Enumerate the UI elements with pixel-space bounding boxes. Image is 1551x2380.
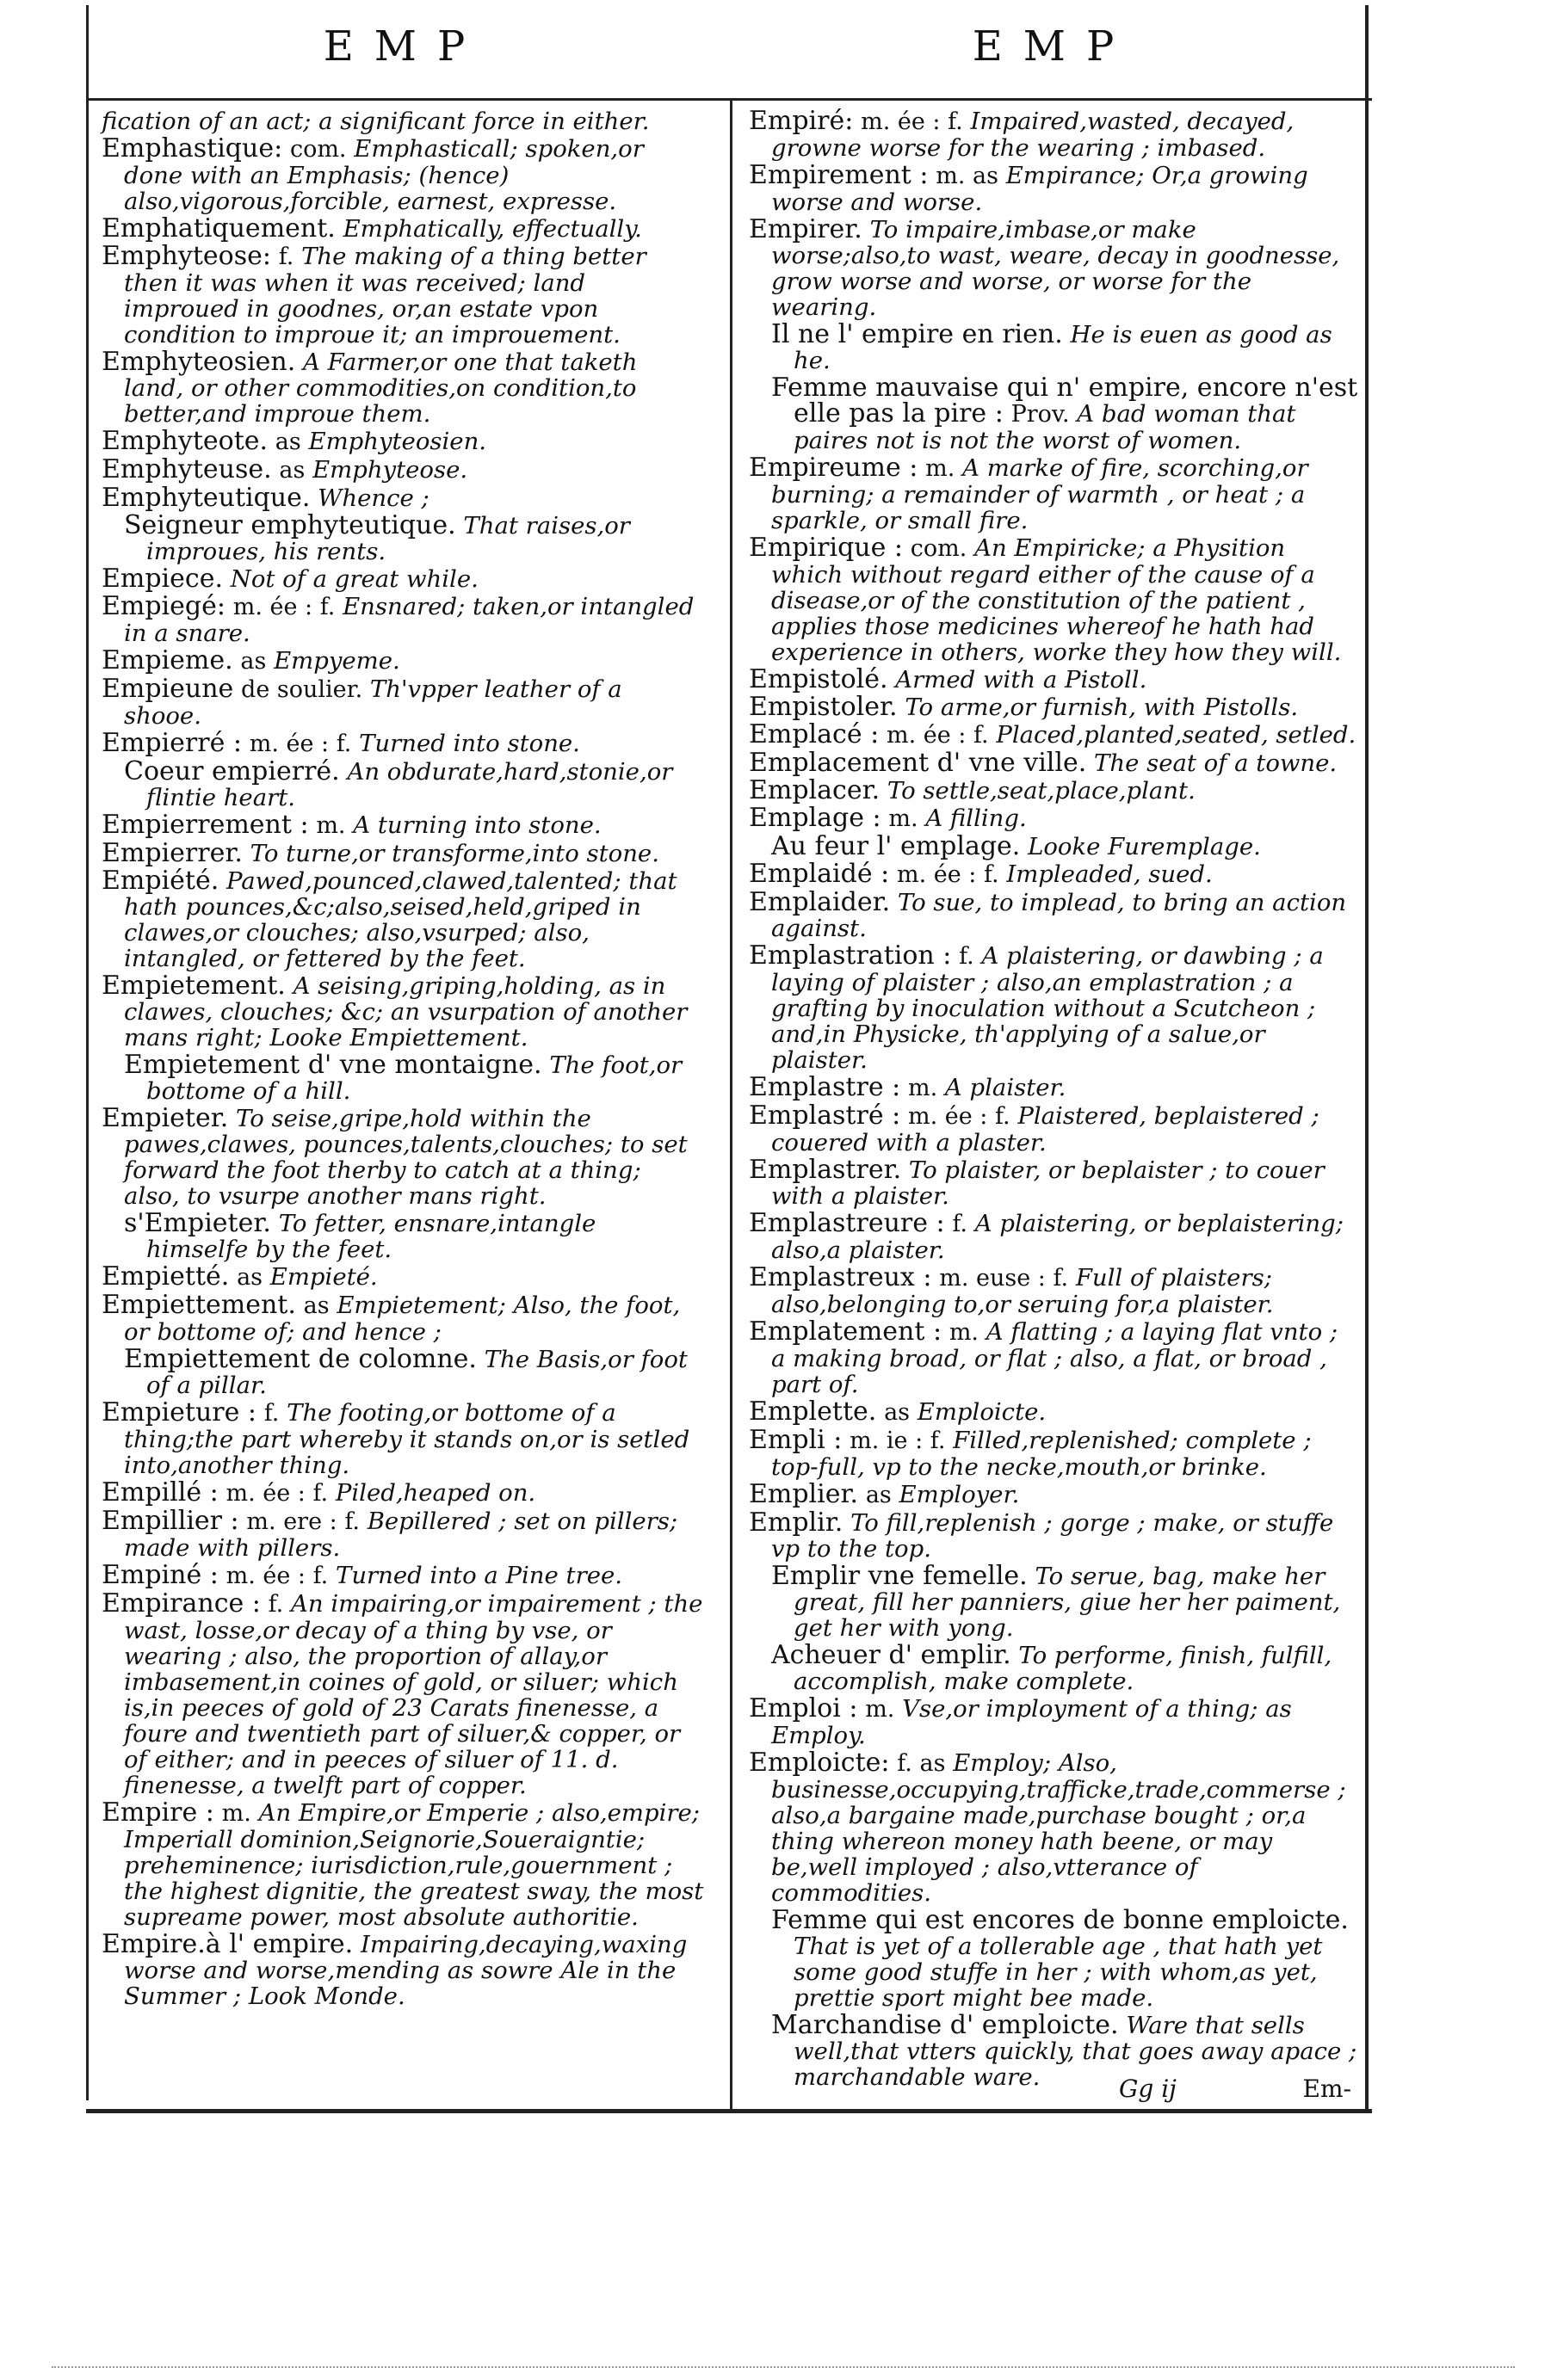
- definition: To settle,seat,place,plant.: [887, 777, 1196, 805]
- dictionary-entry: [102, 591, 704, 647]
- definition: Employer.: [899, 1481, 1020, 1508]
- dictionary-entry: [749, 1157, 1358, 1209]
- headword: Empieture :: [102, 1397, 257, 1427]
- grammar-label: m. ée : f.: [907, 1103, 1010, 1130]
- definition: An Empiricke; a Physition which without regard either of the cause of a disease,or of the constitution of the patient , applies those medicines whereof he hath had experience in others, worke they how they will.: [771, 534, 1342, 666]
- headword: Acheuer d' emplir.: [771, 1640, 1011, 1670]
- running-head-right: EMP: [972, 22, 1135, 71]
- header-rule: [86, 98, 1372, 101]
- headword: Emphastique:: [102, 133, 283, 163]
- dictionary-entry: [749, 1640, 1358, 1695]
- grammar-label: m. ée : f.: [861, 108, 963, 135]
- scan-edge: [52, 2366, 1515, 2371]
- dictionary-entry: [749, 940, 1358, 1074]
- headword: Empieter.: [102, 1103, 229, 1133]
- headword: Emplastrer.: [749, 1155, 902, 1185]
- grammar-label: com.: [910, 535, 967, 562]
- definition: The seat of a towne.: [1094, 749, 1338, 777]
- headword: Empiettement de colomne.: [124, 1344, 477, 1374]
- grammar-label: as: [884, 1399, 911, 1426]
- dictionary-entry: [749, 1399, 1358, 1426]
- dictionary-entry: [749, 535, 1358, 665]
- grammar-label: m.: [925, 455, 955, 482]
- definition: To plaister, or beplaister ; to couer with a plaister.: [771, 1156, 1325, 1210]
- headword: Femme qui est encores de bonne emploicte.: [771, 1905, 1349, 1935]
- headword: Empirique :: [749, 533, 904, 563]
- dictionary-entry: [102, 838, 704, 868]
- dictionary-entry: [102, 133, 704, 215]
- frame-right-rule: [1365, 5, 1369, 2109]
- dictionary-entry: [102, 1103, 704, 1210]
- dictionary-entry: [749, 775, 1358, 805]
- headword: Emplacement d' vne ville.: [749, 748, 1087, 778]
- definition: Vse,or imployment of a thing; as Employ.: [771, 1695, 1292, 1749]
- grammar-label: m.: [949, 1319, 979, 1346]
- headword: Empietement.: [102, 971, 286, 1001]
- definition: A filling.: [925, 805, 1027, 832]
- definition: Ensnared; taken,or intangled in a snare.: [124, 593, 695, 647]
- headword: Coeur empierré.: [124, 756, 340, 786]
- definition: Full of plaisters; also,belonging to,or seruing for,a plaister.: [771, 1264, 1274, 1318]
- definition: Emphatically, effectually.: [343, 215, 642, 243]
- headword: Au feur l' emplage.: [771, 831, 1021, 861]
- grammar-label: as: [279, 457, 306, 484]
- dictionary-entry: [102, 566, 704, 592]
- headword: Emplastré :: [749, 1101, 901, 1131]
- grammar-label: m. ere : f.: [246, 1508, 360, 1535]
- headword: Emphyteuse.: [102, 454, 272, 484]
- headword: Emplastre :: [749, 1072, 901, 1102]
- definition: Turned into stone.: [359, 730, 580, 757]
- signature-mark: Gg ij: [1119, 2075, 1177, 2103]
- dictionary-entry: [102, 1929, 704, 2010]
- dictionary-entry: [749, 750, 1358, 776]
- grammar-label: as: [237, 1264, 263, 1291]
- dictionary-entry: [749, 160, 1358, 216]
- definition: Emphasticall; spoken,or done with an Emphasis; (hence) also,vigorous,forcible, earnest, expresse.: [124, 135, 644, 215]
- definition: Pawed,pounced,clawed,talented; that hath pounces,&c;also,seised,held,griped in clawes,or clouches; also,vsurped; also, intangled, or fettered by the feet.: [124, 867, 677, 972]
- dictionary-entry: [102, 426, 704, 456]
- dictionary-entry: [102, 485, 704, 511]
- definition: Impairing,decaying,waxing worse and worse,mending as sowre Ale in the Summer ; Look Monde.: [124, 1931, 688, 2010]
- grammar-label: as: [303, 1292, 330, 1319]
- headword: Empirer.: [749, 214, 862, 244]
- dictionary-entry: [102, 868, 704, 971]
- definition: A flatting ; a laying flat vnto ; a making broad, or flat ; also, a flat, or broad , part of.: [771, 1318, 1338, 1398]
- dictionary-entry: [749, 719, 1358, 749]
- dictionary-entry: [749, 664, 1358, 694]
- definition: A seising,griping,holding, as in clawes, clouches; &c; an vsurpation of another mans right; Looke Empiettement.: [124, 972, 688, 1051]
- definition: To impaire,imbase,or make worse;also,to wast, weare, decay in goodnesse, grow worse and worse, or worse for the wearing.: [771, 216, 1340, 321]
- dictionary-entry: [749, 1750, 1358, 1906]
- headword: Empierré :: [102, 728, 242, 758]
- definition: Empirance; Or,a growing worse and worse.: [771, 162, 1308, 216]
- definition: A plaister.: [944, 1074, 1066, 1101]
- page-footer: [749, 2075, 1351, 2109]
- running-head-left: EMP: [323, 22, 486, 71]
- dictionary-entry: [102, 1588, 704, 1799]
- dictionary-entry: [102, 510, 704, 565]
- grammar-label: m. ée : f.: [886, 722, 989, 749]
- headword: Emplacé :: [749, 719, 880, 749]
- headword: Empistoler.: [749, 692, 898, 722]
- grammar-label: f.: [959, 943, 974, 970]
- grammar-label: m. ée : f.: [249, 731, 352, 757]
- headword: Empietement d' vne montaigne.: [124, 1050, 542, 1080]
- headword: Empiété.: [102, 866, 219, 896]
- headword: Empistolé.: [749, 664, 888, 694]
- dictionary-entry: [749, 1262, 1358, 1318]
- dictionary-entry: [102, 1261, 704, 1292]
- dictionary-entry: [102, 1344, 704, 1399]
- grammar-label: m. euse : f.: [939, 1265, 1069, 1292]
- definition: The Basis,or foot of a pillar.: [146, 1346, 688, 1399]
- definition: Th'vpper leather of a shooe.: [124, 675, 622, 730]
- headword: Emplastreure :: [749, 1208, 945, 1238]
- dictionary-entry: [749, 319, 1358, 374]
- dictionary-page: [86, 5, 1369, 2122]
- headword: Empiré:: [749, 106, 854, 136]
- headword: Empiné :: [102, 1560, 219, 1590]
- dictionary-entry: [749, 1208, 1358, 1264]
- grammar-label: m.: [865, 1696, 895, 1723]
- headword: Emplier.: [749, 1479, 859, 1509]
- definition: To performe, finish, fulfill, accomplish, make complete.: [794, 1642, 1332, 1695]
- grammar-label: m. ie : f.: [850, 1427, 946, 1454]
- headword: Emplaidé :: [749, 859, 890, 889]
- grammar-label: m.: [316, 812, 346, 839]
- definition: To sue, to implead, to bring an action against.: [771, 889, 1347, 942]
- dictionary-entry: [749, 887, 1358, 942]
- headword: Empietté.: [102, 1261, 230, 1292]
- dictionary-entry: [749, 694, 1358, 720]
- headword: Emploicte:: [749, 1748, 890, 1778]
- definition: That is yet of a tollerable age , that hath yet some good stuffe in her ; with whom,as yet, prettie sport might bee made.: [794, 1933, 1323, 2012]
- grammar-label: m. ée : f.: [232, 594, 336, 620]
- definition: An Empire,or Emperie ; also,empire; Imperiall dominion,Seignorie,Soueraigntie; preheminence; iurisdiction,rule,gouernment ; the highest dignitie, the greatest sway, the most supreame power, most absolute authoritie.: [124, 1799, 704, 1931]
- grammar-label: m.: [888, 805, 918, 832]
- headword: Emphatiquement.: [102, 213, 336, 244]
- grammar-label: f. as: [897, 1750, 946, 1777]
- grammar-label: f.: [268, 1591, 284, 1618]
- headword: Emploi :: [749, 1693, 858, 1723]
- headword: Emplaider.: [749, 887, 891, 917]
- definition: Filled,replenished; complete ; top-full, vp to the necke,mouth,or brinke.: [771, 1427, 1312, 1481]
- definition: The making of a thing better then it was when it was received; land improued in goodnes, or,an estate vpon condition to improue it; an improuement.: [124, 243, 646, 348]
- headword: Empiettement.: [102, 1290, 296, 1320]
- headword: s'Empieter.: [124, 1208, 271, 1238]
- grammar-label: f.: [263, 1400, 280, 1427]
- definition: Empyeme.: [274, 647, 400, 675]
- column-divider: [730, 100, 732, 2109]
- definition: A turning into stone.: [353, 811, 602, 839]
- grammar-label: as: [275, 429, 301, 455]
- definition: Empietement; Also, the foot, or bottome of; and hence ;: [124, 1292, 681, 1346]
- definition: A plaistering, or beplaistering; also,a plaister.: [771, 1210, 1344, 1264]
- definition: Impleaded, sued.: [1006, 860, 1213, 888]
- dictionary-entry: [102, 241, 704, 348]
- dictionary-entry: [749, 1510, 1358, 1562]
- dictionary-entry: [102, 973, 704, 1051]
- headword: Empieune: [102, 674, 234, 704]
- definition: Armed with a Pistoll.: [895, 666, 1147, 694]
- definition: The footing,or bottome of a thing;the part whereby it stands on,or is setled into,another thing.: [124, 1399, 690, 1479]
- grammar-label: Prov.: [1010, 401, 1070, 428]
- definition: To fetter, ensnare,intangle himselfe by the feet.: [146, 1210, 596, 1263]
- dictionary-entry: [102, 454, 704, 484]
- definition: Ware that sells well,that vtters quickly, that goes away apace ; marchandable ware.: [794, 2012, 1357, 2091]
- definition: Bepillered ; set on pillers; made with pillers.: [124, 1508, 678, 1562]
- dictionary-entry: [749, 861, 1358, 888]
- definition: A plaistering, or dawbing ; a laying of plaister ; also,an emplastration ; a grafting by inoculation without a Scutcheon ; and,in Physicke, th'applying of a salue,or plaister.: [771, 942, 1324, 1074]
- definition: A Farmer,or one that taketh land, or other commodities,on condition,to better,and improue them.: [124, 348, 638, 428]
- headword: Empiegé:: [102, 591, 226, 621]
- dictionary-entry: [102, 1477, 704, 1508]
- definition: The foot,or bottome of a hill.: [146, 1051, 683, 1105]
- definition: An impairing,or impairement ; the wast, losse,or decay of a thing by vse, or wearing ; also, the proportion of allay,or imbasement,in coines of gold, or siluer; which is,in peeces of gold of 23 Carats finenesse, a foure and twentieth part of siluer,& copper, or of either; and in peeces of siluer of 11. d. finenesse, a twelft part of copper.: [124, 1590, 703, 1799]
- dictionary-entry: [749, 1316, 1358, 1398]
- definition: An obdurate,hard,stonie,or flintie heart.: [146, 758, 673, 811]
- headword: Seigneur emphyteutique.: [124, 510, 456, 540]
- definition: Empieté.: [269, 1263, 378, 1291]
- grammar-label: as: [240, 648, 267, 675]
- headword: Emplatement :: [749, 1316, 942, 1347]
- headword: Emplir vne femelle.: [771, 1561, 1028, 1591]
- headword: Emplage :: [749, 803, 881, 833]
- dictionary-entry: [102, 645, 704, 675]
- grammar-label: as: [865, 1482, 892, 1508]
- dictionary-entry: [102, 213, 704, 244]
- dictionary-entry: [749, 1563, 1358, 1641]
- headword: Emphyteutique.: [102, 483, 311, 513]
- definition: He is euen as good as he.: [794, 321, 1332, 374]
- dictionary-entry: [749, 1072, 1358, 1102]
- definition: To turne,or transforme,into stone.: [250, 840, 659, 867]
- definition: Turned into a Pine tree.: [335, 1562, 623, 1589]
- dictionary-entry: [102, 728, 704, 758]
- headword: Emplacer.: [749, 775, 881, 805]
- headword: Empierrement :: [102, 810, 309, 840]
- headword: Femme mauvaise qui n' empire, encore n'est elle pas la pire :: [771, 373, 1358, 429]
- catchword: Em-: [1302, 2075, 1351, 2103]
- definition: A bad woman that paires not is not the worst of women.: [794, 400, 1296, 454]
- frame-bottom-rule: [86, 2109, 1372, 2113]
- definition: Whence ;: [318, 484, 429, 512]
- dictionary-entry: [102, 1560, 704, 1590]
- headword: Marchandise d' emploicte.: [771, 2010, 1119, 2040]
- definition: A marke of fire, scorching,or burning; a remainder of warmth , or heat ; a sparkle, or small fire.: [771, 454, 1308, 534]
- dictionary-entry: [749, 108, 1358, 161]
- dictionary-entry: [749, 1905, 1358, 2012]
- dictionary-entry: [102, 1208, 704, 1263]
- grammar-label: m.: [907, 1075, 938, 1101]
- headword: Empirement :: [749, 160, 929, 190]
- grammar-label: m. ée : f.: [226, 1480, 329, 1507]
- headword: Emphyteote.: [102, 426, 269, 456]
- headword: Empillé :: [102, 1477, 219, 1508]
- grammar-label: f.: [952, 1211, 968, 1237]
- definition: To fill,replenish ; gorge ; make, or stuffe vp to the top.: [771, 1509, 1334, 1563]
- dictionary-entry: [749, 1479, 1358, 1509]
- dictionary-entry: [102, 1397, 704, 1479]
- definition: Placed,planted,seated, setled.: [996, 721, 1356, 749]
- dictionary-entry: [749, 455, 1358, 533]
- headword: Empire :: [102, 1797, 214, 1828]
- dictionary-entry: [749, 375, 1358, 453]
- definition: Not of a great while.: [230, 565, 479, 593]
- headword: Empire.à l' empire.: [102, 1929, 354, 1959]
- definition: Impaired,wasted, decayed, growne worse for the wearing ; imbased.: [771, 108, 1295, 162]
- headword: Emphyteosien.: [102, 347, 296, 377]
- headword: Emplastration :: [749, 940, 952, 971]
- grammar-label: de soulier.: [241, 676, 363, 703]
- dictionary-entry: [749, 805, 1358, 832]
- definition: Employ; Also, businesse,occupying,trafficke,trade,commerse ; also,a bargaine made,purchase bought ; or,a thing whereon money hath beene, or may be,well imployed ; also,vtterance of commodities.: [771, 1749, 1346, 1907]
- definition: Emploicte.: [917, 1398, 1047, 1426]
- headword: Emplette.: [749, 1397, 877, 1427]
- dictionary-entry: [102, 676, 704, 729]
- dictionary-entry: [749, 1693, 1358, 1749]
- headword: Empillier :: [102, 1506, 239, 1536]
- dictionary-entry: [749, 214, 1358, 321]
- definition: fication of an act; a significant force in either.: [102, 108, 650, 135]
- dictionary-entry: [102, 1052, 704, 1104]
- right-column: [749, 108, 1358, 2092]
- headword: Empli :: [749, 1425, 843, 1455]
- grammar-label: m. ée : f.: [896, 861, 999, 888]
- grammar-label: m. as: [936, 163, 998, 189]
- headword: Emphyteose:: [102, 241, 271, 271]
- dictionary-entry: [102, 1797, 704, 1931]
- grammar-label: m. ée : f.: [226, 1563, 329, 1589]
- frame-left-rule: [86, 5, 89, 2100]
- dictionary-entry: [102, 349, 704, 427]
- definition: To seise,gripe,hold within the pawes,clawes, pounces,talents,clouches; to set forward the foot therby to catch at a thing; also, to vsurpe another mans right.: [124, 1105, 688, 1210]
- definition: Emphyteose.: [312, 456, 468, 484]
- dictionary-entry: [749, 1427, 1358, 1480]
- headword: Emplir.: [749, 1508, 843, 1538]
- grammar-label: f.: [278, 244, 294, 270]
- headword: Emplastreux :: [749, 1262, 932, 1292]
- headword: Empirance :: [102, 1588, 261, 1619]
- definition: Piled,heaped on.: [335, 1479, 536, 1507]
- definition: To arme,or furnish, with Pistolls.: [905, 694, 1299, 721]
- grammar-label: com.: [289, 136, 347, 163]
- dictionary-entry: [749, 1103, 1358, 1156]
- headword: Empieme.: [102, 645, 233, 675]
- definition: That raises,or improues, his rents.: [146, 512, 630, 565]
- dictionary-entry: [102, 756, 704, 811]
- definition: Plaistered, beplaistered ; couered with a plaster.: [771, 1102, 1319, 1156]
- dictionary-entry: [102, 812, 704, 839]
- headword: Empiece.: [102, 564, 223, 594]
- definition: To serue, bag, make her great, fill her panniers, giue her her paiment, get her with yong.: [794, 1563, 1341, 1642]
- dictionary-entry: [102, 1292, 704, 1345]
- headword: Empireume :: [749, 453, 918, 483]
- grammar-label: m.: [221, 1800, 251, 1827]
- dictionary-entry: [749, 831, 1358, 861]
- headword: Il ne l' empire en rien.: [771, 319, 1063, 349]
- definition: Looke Furemplage.: [1028, 833, 1261, 860]
- headword: Empierrer.: [102, 838, 243, 868]
- definition: Emphyteosien.: [308, 428, 487, 455]
- left-column: [102, 108, 704, 2011]
- dictionary-entry: [102, 108, 704, 134]
- dictionary-entry: [102, 1508, 704, 1561]
